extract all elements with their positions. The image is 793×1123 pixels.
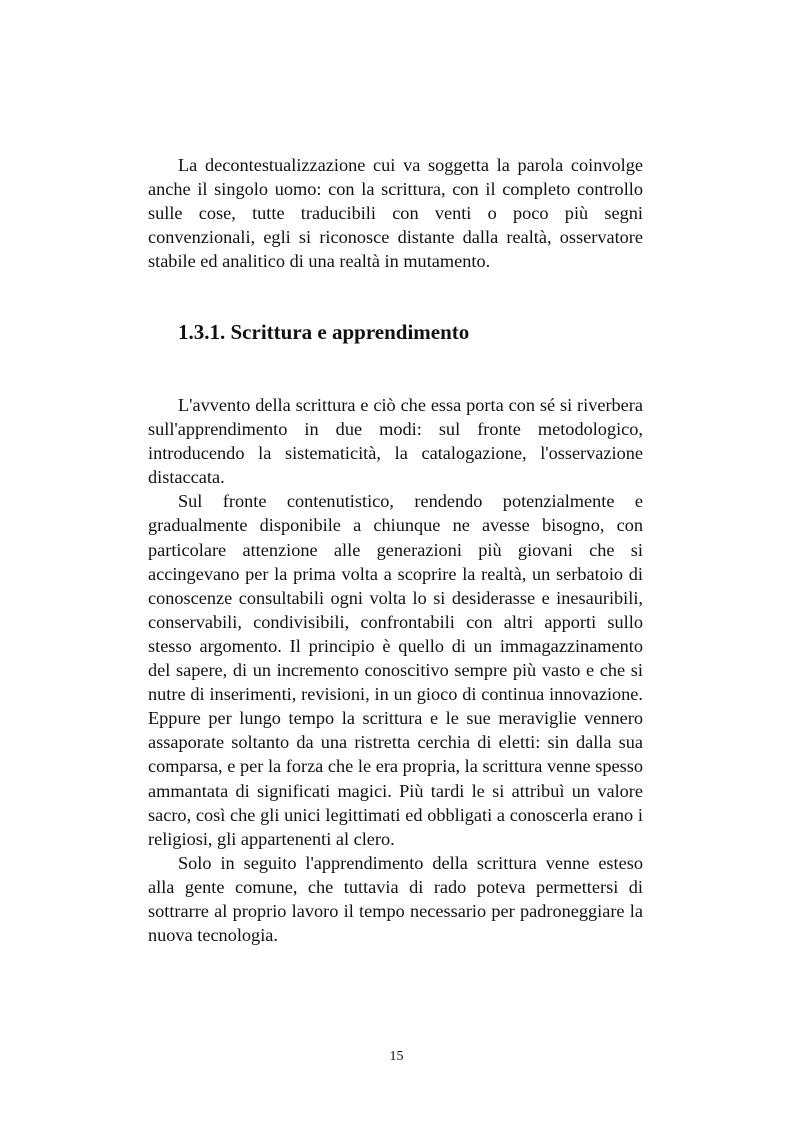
intro-block — [148, 153, 643, 273]
section-heading: 1.3.1. Scrittura e apprendimento — [178, 320, 470, 344]
body-paragraph: Sul fronte contenutistico, rendendo potenzialmente e gradualmente disponibile a chiunque ne avesse bisogno, con particolare attenzione alle generazioni più giovani che si accingevano per la prima volta a scoprire la realtà, un serbatoio di conoscenze consultabili ogni volta lo si desiderasse e inesauribili, conservabili, condivisibili, confrontabili con altri apporti sullo stesso argomento. Il principio è quello di un immagazzinamento del sapere, di un incremento conoscitivo sempre più vasto e che si nutre di inserimenti, revisioni, in un gioco di continua innovazione. Eppure per lungo tempo la scrittura e le sue meraviglie vennero assaporate soltanto da una ristretta cerchia di eletti: sin dalla sua comparsa, e per la forza che le era propria, la scrittura venne spesso ammantata di significati magici. Più tardi le si attribuì un valore sacro, così che gli unici legittimati ed obbligati a conoscerla erano i religiosi, gli appartenenti al clero. — [148, 491, 643, 849]
body-paragraph: Solo in seguito l'apprendimento della scrittura venne esteso alla gente comune, che tuttavia di rado poteva permettersi di sottrarre al proprio lavoro il tempo necessario per padroneggiare la nuova tecnologia. — [148, 852, 643, 946]
intro-paragraph: La decontestualizzazione cui va soggetta la parola coinvolge anche il singolo uomo: con la scrittura, con il completo controllo sulle cose, tutte traducibili con venti o poco più segni convenzionali, egli si riconosce distante dalla realtà, osservatore stabile ed analitico di una realtà in mutamento. — [148, 155, 643, 272]
body-paragraph: L'avvento della scrittura e ciò che essa porta con sé si riverbera sull'apprendimento in due modi: sul fronte metodologico, introducendo la sistematicità, la catalogazione, l'osservazione distaccata. — [148, 395, 643, 488]
body-text — [148, 393, 643, 947]
page-number: 15 — [389, 1049, 404, 1064]
